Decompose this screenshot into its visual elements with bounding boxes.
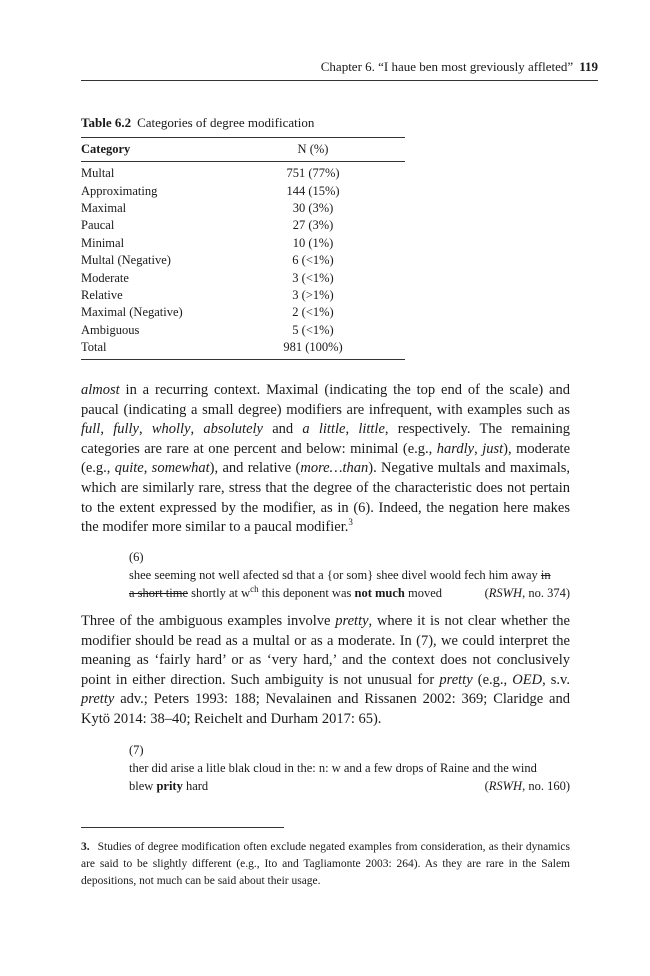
- table-row: [81, 287, 405, 304]
- text-span: this deponent was: [258, 586, 355, 600]
- italic-term: little: [358, 421, 385, 438]
- table-row: [81, 182, 405, 199]
- bold-text: prity: [156, 779, 183, 793]
- table-title: Categories of degree modification: [137, 115, 315, 130]
- bold-text: not much: [354, 586, 405, 600]
- example-number: (6): [129, 550, 144, 564]
- italic-term: almost: [81, 382, 120, 398]
- text-span: in a recurring context. Maximal (indicating the top end of the scale) and paucal (indicating a small degree) modifiers are infrequent, with examples such as: [81, 382, 570, 418]
- table-caption: [81, 114, 314, 132]
- italic-term: absolutely: [203, 421, 263, 438]
- text-span: ,: [100, 421, 114, 438]
- example-source: (RSWH, no. 160): [484, 779, 570, 793]
- table-row: [81, 252, 405, 269]
- column-header-category: Category: [81, 142, 131, 156]
- cell-count: 144 (15%): [286, 183, 340, 198]
- table-body: [81, 162, 405, 359]
- cell-category: Ambiguous: [81, 322, 140, 337]
- text-span: ,: [143, 460, 152, 477]
- cell-count: 751 (77%): [286, 166, 340, 181]
- table-row: [81, 269, 405, 286]
- cell-category: Paucal: [81, 218, 115, 233]
- cell-count: 5 (<1%): [292, 322, 334, 337]
- cell-count: 30 (3%): [292, 200, 334, 215]
- italic-term: more…than: [300, 460, 369, 477]
- cell-count: 27 (3%): [292, 218, 334, 233]
- text-span: ), and relative (: [209, 460, 301, 477]
- italic-term: pretty: [439, 671, 473, 688]
- footnote-rule: [81, 827, 284, 828]
- italic-term: fully: [113, 421, 139, 438]
- running-header: [81, 58, 598, 76]
- cell-category: Relative: [81, 287, 123, 302]
- cell-category: Moderate: [81, 270, 129, 285]
- table-label: Table 6.2: [81, 115, 132, 130]
- cell-count: 2 (<1%): [292, 305, 334, 320]
- text-span: ). Negative multals and maximals, which are similarly rare, stress that the degree of the characteristic does not pertain to the extent expressed by the modifier, as in (6). Indeed, the negation here makes the modifer more similar to a paucal modifier.: [81, 460, 571, 536]
- example-line-1: [129, 566, 570, 584]
- text-span: blew: [129, 779, 157, 793]
- cell-count: 3 (<1%): [292, 270, 334, 285]
- text-span: ,: [190, 421, 204, 438]
- example-line-2: [129, 777, 570, 795]
- example-7: [129, 741, 570, 795]
- text-span: shortly at w: [188, 586, 251, 600]
- text-span: (e.g.,: [472, 671, 513, 688]
- cell-count: 3 (>1%): [292, 287, 334, 302]
- paragraph-2: [81, 612, 570, 730]
- page-number: 119: [579, 59, 598, 74]
- page: [81, 0, 598, 976]
- text-span: adv.; Peters 1993: 188; Nevalainen and Rissanen 2002: 369; Claridge and Kytö 2014: 38–40; Reichelt and Durham 2017: 65).: [81, 691, 570, 727]
- column-header-n: N (%): [297, 142, 329, 156]
- italic-term: pretty: [335, 613, 369, 629]
- cell-category: Multal: [81, 166, 115, 181]
- table-row: [81, 339, 405, 356]
- table-row: [81, 322, 405, 339]
- text-span: , respectively. The remaining categories are rare at one percent and below: minimal (e.g.,: [81, 421, 571, 457]
- cell-category: Minimal: [81, 235, 125, 250]
- struck-text: in: [540, 568, 551, 582]
- text-span: hard: [182, 779, 209, 793]
- footnote-number: 3.: [81, 841, 90, 853]
- example-6: [129, 548, 570, 602]
- text-span: ther did arise a litle blak cloud in the: n: w and a few drops of Raine and the wind: [129, 761, 537, 775]
- cell-category: Total: [81, 340, 107, 355]
- chapter-title: Chapter 6. “I haue ben most greviously affleted”: [320, 59, 574, 74]
- table-row: [81, 304, 405, 321]
- italic-term: full: [81, 421, 101, 438]
- example-line-2: [129, 584, 570, 602]
- example-number: (7): [129, 743, 144, 757]
- paragraph-1: [81, 381, 570, 538]
- table-row: [81, 200, 405, 217]
- text-span: , where it is not clear whether the modifier should be read as a multal or as a moderate. In (7), we could interpret the meaning as ‘fairly hard’ or as ‘very hard,’ and the context does not conclusively point in either direction. Such ambiguity is not unusual for: [81, 613, 570, 688]
- footnote-reference[interactable]: 3: [348, 517, 353, 528]
- table-row: [81, 165, 405, 182]
- table-row: [81, 235, 405, 252]
- italic-term: somewhat: [151, 460, 210, 477]
- text-span: and: [262, 421, 303, 438]
- example-source: (RSWH, no. 374): [484, 586, 570, 600]
- text-span: ), moderate (e.g.,: [81, 440, 571, 477]
- text-span: , s.v.: [542, 671, 570, 688]
- header-rule: [81, 80, 598, 81]
- text-span: ,: [474, 440, 483, 457]
- cell-count: 981 (100%): [283, 340, 343, 355]
- footnote-text: Studies of degree modification often exclude negated examples from consideration, as their dynamics are said to be slightly different (e.g., Ito and Tagliamonte 2003: 264). As they are rare in the Salem depositions, not much can be said about their usage.: [81, 841, 570, 887]
- struck-text: a short time: [129, 586, 189, 600]
- italic-term: a little: [302, 421, 346, 438]
- italic-term: quite: [114, 460, 144, 477]
- text-span: Three of the ambiguous examples involve: [81, 613, 336, 629]
- table-bottom-rule: [81, 359, 405, 360]
- italic-term: hardly: [436, 440, 475, 457]
- example-line-1: [129, 759, 570, 777]
- cell-category: Approximating: [81, 183, 158, 198]
- text-span: shee seeming not well afected sd that a {or som} shee divel woold fech him away: [129, 568, 541, 582]
- footnote: [81, 839, 570, 890]
- table-row: [81, 217, 405, 234]
- cell-category: Multal (Negative): [81, 253, 171, 268]
- text-span: ,: [138, 421, 152, 438]
- italic-term: wholly: [151, 421, 191, 438]
- data-table: [81, 137, 405, 360]
- text-span: moved: [404, 586, 443, 600]
- italic-term: pretty: [81, 691, 115, 708]
- cell-category: Maximal (Negative): [81, 305, 183, 320]
- cell-count: 10 (1%): [292, 235, 334, 250]
- cell-category: Maximal: [81, 200, 127, 215]
- italic-term: OED: [512, 671, 543, 688]
- table-header-row: [81, 138, 405, 161]
- superscript: ch: [250, 583, 259, 594]
- cell-count: 6 (<1%): [292, 253, 334, 268]
- italic-term: just: [482, 440, 504, 457]
- text-span: ,: [345, 421, 359, 438]
